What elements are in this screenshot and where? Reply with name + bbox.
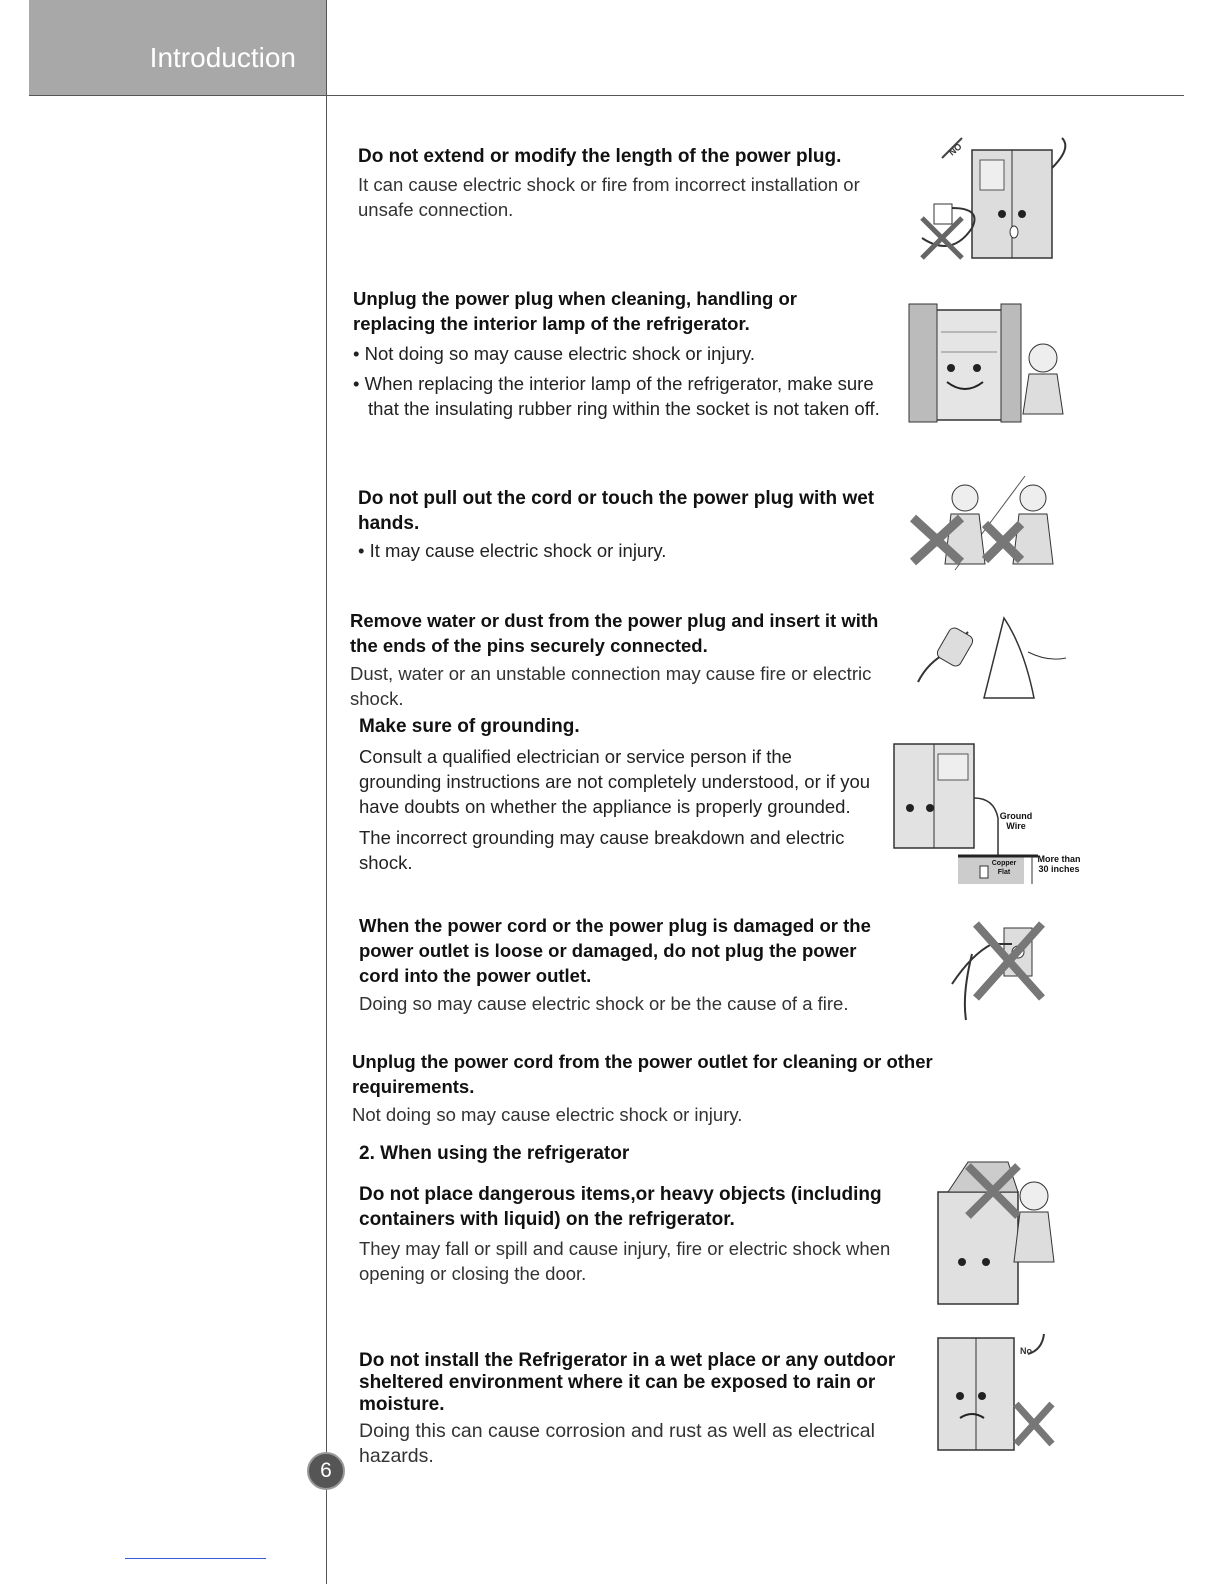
footer-link-line bbox=[125, 1558, 266, 1559]
warning-bullet: • Not doing so may cause electric shock or injury. bbox=[353, 343, 755, 364]
header-rule bbox=[29, 95, 1184, 96]
open-refrigerator-illustration bbox=[905, 302, 1073, 426]
warning-body: Dust, water or an unstable connection may cause fire or electric shock. bbox=[350, 663, 872, 709]
no-badge: NO bbox=[946, 141, 964, 158]
wet-place-illustration bbox=[920, 1324, 1060, 1454]
warning-wet-hands bbox=[358, 486, 898, 563]
warning-heading: Remove water or dust from the power plug and insert it with the ends of the pins securely connected. bbox=[350, 610, 879, 656]
warning-heading: Make sure of grounding. bbox=[359, 716, 580, 737]
page-number: 6 bbox=[307, 1452, 345, 1490]
warning-remove-water-dust bbox=[350, 608, 890, 711]
warning-extend-plug bbox=[358, 144, 898, 222]
heavy-objects-illustration bbox=[928, 1152, 1064, 1308]
warning-heading: Do not pull out the cord or touch the power plug with wet hands. bbox=[358, 488, 875, 534]
warning-body: They may fall or spill and cause injury, fire or electric shock when opening or closing the door. bbox=[359, 1238, 891, 1284]
warning-damaged-cord bbox=[359, 913, 899, 1016]
distance-label: More than 30 inches bbox=[1037, 854, 1081, 874]
subsection-heading: 2. When using the refrigerator bbox=[359, 1143, 630, 1164]
warning-body-2: The incorrect grounding may cause breakdown and electric shock. bbox=[359, 827, 845, 873]
warning-bullet: • It may cause electric shock or injury. bbox=[358, 540, 667, 561]
warning-heading: Do not place dangerous items,or heavy objects (including containers with liquid) on the refrigerator. bbox=[359, 1184, 882, 1230]
warning-unplug-cord bbox=[352, 1049, 992, 1127]
warning-body: Consult a qualified electrician or service person if the grounding instructions are not completely understood, or if you have doubts on whether the appliance is properly grounded. bbox=[359, 746, 871, 817]
copper-flat-label: Copper Flat bbox=[991, 860, 1017, 876]
warning-body: Not doing so may cause electric shock or injury. bbox=[352, 1104, 743, 1125]
damaged-outlet-illustration bbox=[932, 914, 1050, 1024]
grounding-illustration bbox=[888, 738, 1084, 890]
warning-wet-place bbox=[359, 1350, 919, 1469]
refrigerator-plug-illustration bbox=[912, 128, 1072, 264]
warning-body: Doing so may cause electric shock or be the cause of a fire. bbox=[359, 993, 849, 1014]
ground-wire-label: Ground Wire bbox=[999, 811, 1033, 831]
warning-body: It can cause electric shock or fire from incorrect installation or unsafe connection. bbox=[358, 174, 860, 220]
margin-rule bbox=[326, 0, 327, 1584]
wiping-plug-illustration bbox=[908, 612, 1070, 704]
section-tab bbox=[29, 0, 327, 95]
no-badge-2: No bbox=[1020, 1346, 1032, 1356]
warning-grounding bbox=[359, 714, 879, 875]
warning-bullet: • When replacing the interior lamp of the refrigerator, make sure that the insulating rubber ring within the socket is not taken off. bbox=[353, 373, 880, 419]
warning-heading: Do not install the Refrigerator in a wet place or any outdoor sheltered environment where it can be exposed to rain or moisture. bbox=[359, 1350, 896, 1415]
warning-heading: Unplug the power plug when cleaning, handling or replacing the interior lamp of the refrigerator. bbox=[353, 288, 797, 334]
warning-heading: When the power cord or the power plug is damaged or the power outlet is loose or damaged, do not plug the power cord into the power outlet. bbox=[359, 915, 871, 986]
wet-hands-illustration bbox=[905, 474, 1073, 578]
warning-unplug-cleaning bbox=[353, 286, 883, 421]
section-title: Introduction bbox=[149, 42, 296, 73]
warning-heading: Unplug the power cord from the power outlet for cleaning or other requirements. bbox=[352, 1051, 933, 1097]
warning-heavy-objects bbox=[359, 1141, 899, 1286]
warning-heading: Do not extend or modify the length of the power plug. bbox=[358, 146, 842, 167]
warning-body: Doing this can cause corrosion and rust as well as electrical hazards. bbox=[359, 1420, 875, 1467]
